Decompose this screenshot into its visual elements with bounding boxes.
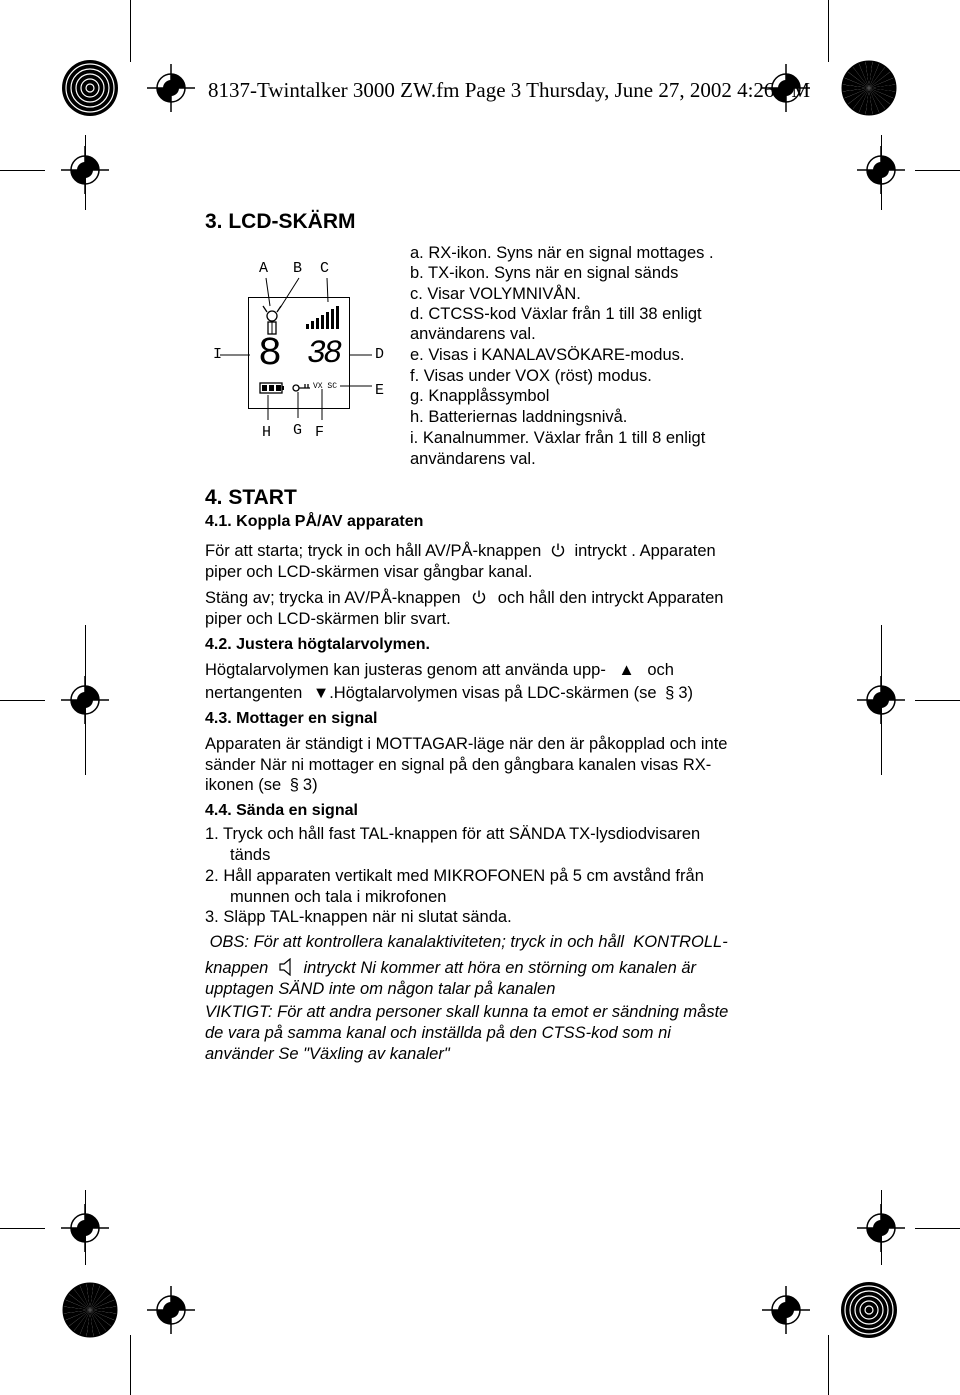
note-obs: OBS: För att kontrollera kanalaktiviteten; tryck in och håll KONTROLL- [205,933,728,951]
section-sign-icon: § [665,684,675,702]
note-important-cont: använder Se "Växling av kanaler" [205,1045,450,1063]
rx-tx-icon [263,306,281,334]
note-obs-cont: upptagen SÄND inte om någon talar på kanalen [205,980,556,998]
volume-bars-icon [306,306,339,329]
label-c: C [320,260,330,277]
page-header: 8137-Twintalker 3000 ZW.fm Page 3 Thursday, June 27, 2002 4:26 PM [208,78,811,102]
legend-item: c. Visar VOLYMNIVÅN. [410,285,581,303]
label-d: D [375,346,385,363]
lcd-icons [200,270,400,430]
paragraph-power-off: Stäng av; trycka in AV/PÅ-knappen och håll den intryckt Apparaten [205,589,724,607]
note-obs-cont: knappen intryckt Ni kommer att höra en störning om kanalen är [205,959,696,977]
channel-digit: 8 [258,332,281,377]
legend-item: i. Kanalnummer. Växlar från 1 till 8 enligt [410,429,706,447]
label-b: B [293,260,303,277]
note-important: VIKTIGT: För att andra personer skall kunna ta emot er sändning måste [205,1003,729,1021]
section-sign-icon: § [289,776,299,794]
ctcss-digits: 38 [307,335,340,372]
note-important-cont: de vara på samma kanal och inställda på den CTSS-kod som ni [205,1024,671,1042]
speaker-icon [278,958,294,976]
section-title-lcd: 3. LCD-SKÄRM [205,210,356,233]
label-e: E [375,382,385,399]
list-item-cont: tänds [230,846,271,864]
list-item-cont: munnen och tala i mikrofonen [230,888,447,906]
legend-item: användarens val. [410,450,536,468]
paragraph-power-on: För att starta; tryck in och håll AV/PÅ-knappen intryckt . Apparaten [205,542,716,560]
section-title-start: 4. START [205,486,297,509]
label-a: A [259,260,269,277]
legend-item: användarens val. [410,325,536,343]
list-item: 3. Släpp TAL-knappen när ni slutat sända. [205,908,512,926]
list-item: 2. Håll apparaten vertikalt med MIKROFONEN på 5 cm avstånd från [205,867,704,885]
legend-item: a. RX-ikon. Syns när en signal mottages . [410,244,714,262]
label-i: I [213,346,223,363]
down-arrow-icon: ▼ [312,684,330,702]
power-icon [471,589,487,605]
subsection-title: 4.4. Sända en signal [205,802,358,819]
legend-item: h. Batteriernas laddningsnivå. [410,408,628,426]
legend-item: f. Visas under VOX (röst) modus. [410,367,652,385]
key-lock-icon [293,384,310,391]
up-arrow-icon: ▲ [618,661,635,679]
power-icon [550,542,566,558]
legend-item: b. TX-ikon. Syns när en signal sänds [410,264,679,282]
paragraph-receive-cont: ikonen (se § 3) [205,776,318,794]
list-item: 1. Tryck och håll fast TAL-knappen för att SÄNDA TX-lysdiodvisaren [205,825,701,843]
legend-item: d. CTCSS-kod Växlar från 1 till 38 enligt [410,305,702,323]
label-g: G [293,422,303,439]
paragraph-volume: Högtalarvolymen kan justeras genom att använda upp- ▲ och [205,661,674,679]
legend-item: g. Knapplåssymbol [410,387,550,405]
vox-scan-indicator: VX SC [313,382,338,391]
subsection-title: 4.2. Justera högtalarvolymen. [205,636,430,653]
paragraph-power-on-cont: piper och LCD-skärmen visar gångbar kanal. [205,563,533,581]
paragraph-power-off-cont: piper och LCD-skärmen blir svart. [205,610,451,628]
legend-item: e. Visas i KANALAVSÖKARE-modus. [410,346,685,364]
paragraph-receive: Apparaten är ständigt i MOTTAGAR-läge när den är påkopplad och inte [205,735,728,753]
label-f: F [315,424,325,441]
subsection-title: 4.3. Mottager en signal [205,710,378,727]
paragraph-volume-cont: nertangenten ▼.Högtalarvolymen visas på LDC-skärmen (se § 3) [205,684,694,702]
battery-icon [260,383,284,393]
paragraph-receive-cont: sänder När ni mottager en signal på den gångbara kanalen visas RX- [205,756,712,774]
label-h: H [262,424,272,441]
subsection-title: 4.1. Koppla PÅ/AV apparaten [205,513,424,530]
